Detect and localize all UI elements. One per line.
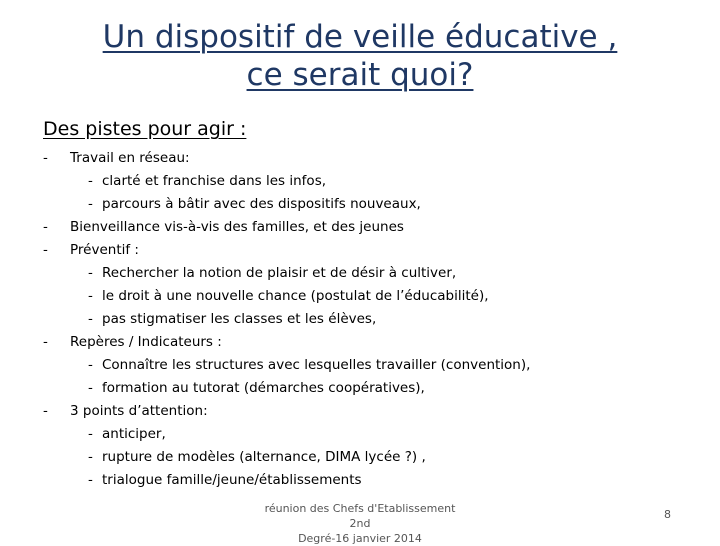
bullet-item: Repères / Indicateurs : [70,334,222,350]
sub-bullet-marker: - [88,265,93,281]
slide-title [70,18,650,94]
bullet-marker: - [43,150,48,166]
bullet-marker: - [43,242,48,258]
title-line-2: ce serait quoi? [246,57,474,93]
bullet-item: Travail en réseau: [70,150,190,166]
sub-bullet-item: rupture de modèles (alternance, DIMA lycée ?) , [102,449,426,465]
sub-bullet-item: formation au tutorat (démarches coopératives), [102,380,425,396]
sub-bullet-item: clarté et franchise dans les infos, [102,173,327,189]
bullet-item: Bienveillance vis-à-vis des familles, et des jeunes [70,219,404,235]
bullet-marker: - [43,219,48,235]
sub-bullet-marker: - [88,472,93,488]
sub-bullet-item: le droit à une nouvelle chance (postulat de l’éducabilité), [102,288,489,304]
bullet-item: 3 points d’attention: [70,403,208,419]
sub-bullet-marker: - [88,311,93,327]
page-number: 8 [664,508,671,521]
sub-bullet-marker: - [88,380,93,396]
sub-bullet-item: Rechercher la notion de plaisir et de désir à cultiver, [102,265,457,281]
footer [255,501,465,546]
bullet-marker: - [43,403,48,419]
bullet-item: Préventif : [70,242,139,258]
sub-bullet-item: anticiper, [102,426,166,442]
footer-line-2: Degré-16 janvier 2014 [298,532,422,545]
subtitle: Des pistes pour agir : [43,118,247,140]
sub-bullet-marker: - [88,426,93,442]
sub-bullet-marker: - [88,196,93,212]
footer-line-1: réunion des Chefs d'Etablissement 2nd [264,502,456,530]
sub-bullet-marker: - [88,449,93,465]
sub-bullet-item: Connaître les structures avec lesquelles travailler (convention), [102,357,531,373]
title-line-1: Un dispositif de veille éducative , [102,19,618,55]
bullet-marker: - [43,334,48,350]
sub-bullet-item: pas stigmatiser les classes et les élèves, [102,311,377,327]
sub-bullet-item: parcours à bâtir avec des dispositifs nouveaux, [102,196,421,212]
sub-bullet-marker: - [88,173,93,189]
sub-bullet-item: trialogue famille/jeune/établissements [102,472,362,488]
sub-bullet-marker: - [88,357,93,373]
sub-bullet-marker: - [88,288,93,304]
